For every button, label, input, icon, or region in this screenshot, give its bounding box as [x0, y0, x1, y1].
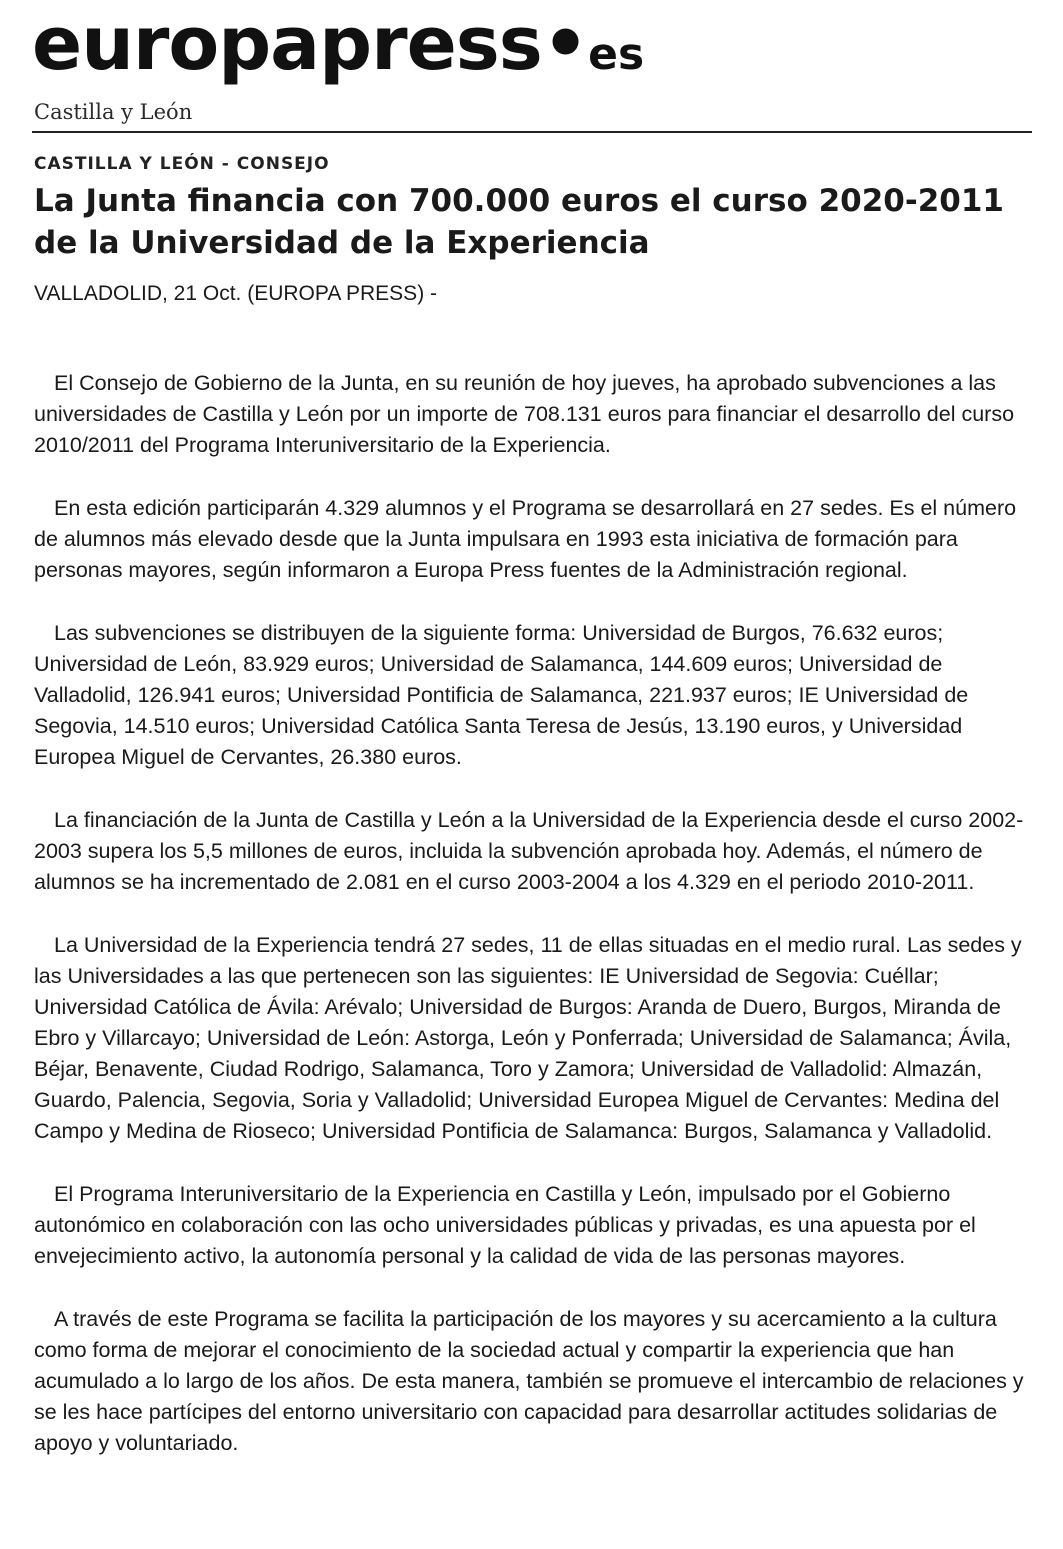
- article-headline: La Junta financia con 700.000 euros el curso 2020-2011 de la Universidad de la Experiencia: [34, 183, 1005, 261]
- logo-wordmark: europapress: [32, 1, 542, 87]
- logo-dot: •: [541, 1, 589, 87]
- section-title: Castilla y León: [34, 100, 193, 124]
- article-dateline: VALLADOLID, 21 Oct. (EUROPA PRESS) -: [34, 282, 438, 305]
- article-paragraph: A través de este Programa se facilita la participación de los mayores y su acercamiento a la cultura como forma de mejorar el conocimiento de la sociedad actual y compartir la experiencia que han acumulado a lo largo de los años. De esta manera, también se promueve el intercambio de relaciones y se les hace partícipes del entorno universitario con capacidad para desarrollar actitudes solidarias de apoyo y voluntariado.: [34, 1307, 1024, 1455]
- article-kicker: CASTILLA Y LEÓN - CONSEJO: [34, 154, 330, 174]
- article-paragraph: El Programa Interuniversitario de la Experiencia en Castilla y León, impulsado por el Gobierno autonómico en colaboración con las ocho universidades públicas y privadas, es una apuesta por el envejecimiento activo, la autonomía personal y la calidad de vida de las personas mayores.: [34, 1182, 976, 1268]
- article-paragraph: Las subvenciones se distribuyen de la siguiente forma: Universidad de Burgos, 76.632 euros; Universidad de León, 83.929 euros; Universidad de Salamanca, 144.609 euros; Universidad de Valladolid, 126.941 euros; Universidad Pontificia de Salamanca, 221.937 euros; IE Universidad de Segovia, 14.510 euros; Universidad Católica Santa Teresa de Jesús, 13.190 euros, y Universidad Europea Miguel de Cervantes, 26.380 euros.: [34, 621, 969, 769]
- section-divider: [32, 131, 1032, 133]
- europapress-logo: [32, 2, 644, 86]
- article-paragraph: La Universidad de la Experiencia tendrá 27 sedes, 11 de ellas situadas en el medio rural. Las sedes y las Universidades a las que pertenecen son las siguientes: IE Universidad de Segovia: Cuéllar; Universidad Católica de Ávila: Arévalo; Universidad de Burgos: Aranda de Duero, Burgos, Miranda de Ebro y Villarcayo; Universidad de León: Astorga, León y Ponferrada; Universidad de Salamanca; Ávila, Béjar, Benavente, Ciudad Rodrigo, Salamanca, Toro y Zamora; Universidad de Valladolid: Almazán, Guardo, Palencia, Segovia, Soria y Valladolid; Universidad Europea Miguel de Cervantes: Medina del Campo y Medina de Rioseco; Universidad Pontificia de Salamanca: Burgos, Salamanca y Valladolid.: [34, 933, 1022, 1143]
- article-paragraph: La financiación de la Junta de Castilla y León a la Universidad de la Experiencia desde el curso 2002-2003 supera los 5,5 millones de euros, incluida la subvención aprobada hoy. Además, el número de alumnos se ha incrementado de 2.081 en el curso 2003-2004 a los 4.329 en el periodo 2010-2011.: [34, 808, 1024, 894]
- article-paragraph: En esta edición participarán 4.329 alumnos y el Programa se desarrollará en 27 sedes. Es el número de alumnos más elevado desde que la Junta impulsara en 1993 esta iniciativa de formación para personas mayores, según informaron a Europa Press fuentes de la Administración regional.: [34, 496, 1017, 582]
- article-body: [34, 368, 1039, 1491]
- article-paragraph: El Consejo de Gobierno de la Junta, en su reunión de hoy jueves, ha aprobado subvenciones a las universidades de Castilla y León por un importe de 708.131 euros para financiar el desarrollo del curso 2010/2011 del Programa Interuniversitario de la Experiencia.: [34, 371, 1015, 457]
- logo-domain: es: [588, 29, 645, 80]
